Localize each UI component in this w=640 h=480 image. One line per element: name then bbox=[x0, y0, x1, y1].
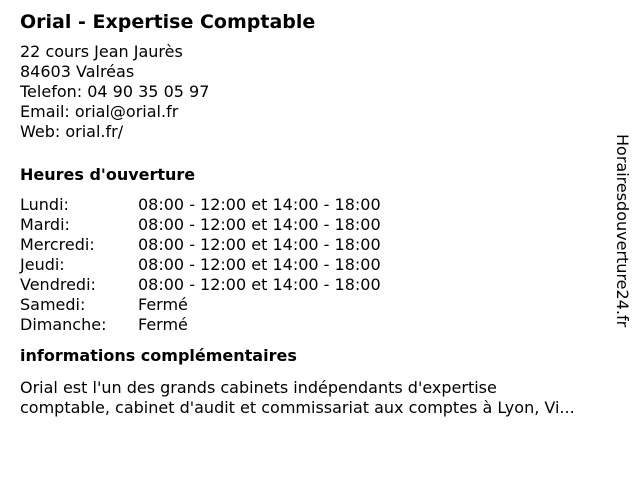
phone-line: Telefon: 04 90 35 05 97 bbox=[20, 82, 210, 101]
info-heading: informations complémentaires bbox=[20, 346, 297, 365]
day-hours: 08:00 - 12:00 et 14:00 - 18:00 bbox=[138, 195, 381, 214]
web-line: Web: orial.fr/ bbox=[20, 122, 124, 141]
hours-row-thursday bbox=[20, 255, 610, 275]
info-line: Orial est l'un des grands cabinets indépendants d'expertise bbox=[20, 378, 497, 397]
day-label: Mardi: bbox=[20, 215, 70, 234]
address-city: 84603 Valréas bbox=[20, 62, 135, 81]
email-line: Email: orial@orial.fr bbox=[20, 102, 179, 121]
info-description bbox=[20, 378, 625, 418]
business-name: Orial - Expertise Comptable bbox=[20, 11, 316, 33]
day-label: Vendredi: bbox=[20, 275, 96, 294]
hours-row-friday bbox=[20, 275, 610, 295]
day-label: Dimanche: bbox=[20, 315, 107, 334]
day-hours: 08:00 - 12:00 et 14:00 - 18:00 bbox=[138, 215, 381, 234]
day-hours: 08:00 - 12:00 et 14:00 - 18:00 bbox=[138, 275, 381, 294]
hours-row-tuesday bbox=[20, 215, 610, 235]
contact-block bbox=[20, 42, 610, 142]
day-label: Mercredi: bbox=[20, 235, 95, 254]
day-hours: Fermé bbox=[138, 295, 188, 314]
business-card bbox=[20, 10, 610, 418]
info-line: comptable, cabinet d'audit et commissariat aux comptes à Lyon, Vi... bbox=[20, 398, 575, 417]
hours-row-sunday bbox=[20, 315, 610, 335]
day-hours: 08:00 - 12:00 et 14:00 - 18:00 bbox=[138, 255, 381, 274]
day-label: Jeudi: bbox=[20, 255, 65, 274]
hours-row-monday bbox=[20, 195, 610, 215]
day-hours: Fermé bbox=[138, 315, 188, 334]
address-street: 22 cours Jean Jaurès bbox=[20, 42, 183, 61]
hours-table bbox=[20, 195, 610, 335]
hours-row-wednesday bbox=[20, 235, 610, 255]
day-label: Samedi: bbox=[20, 295, 86, 314]
day-label: Lundi: bbox=[20, 195, 69, 214]
site-watermark: Horairesdouverture24.fr bbox=[613, 134, 632, 328]
day-hours: 08:00 - 12:00 et 14:00 - 18:00 bbox=[138, 235, 381, 254]
hours-heading: Heures d'ouverture bbox=[20, 165, 196, 184]
hours-row-saturday bbox=[20, 295, 610, 315]
